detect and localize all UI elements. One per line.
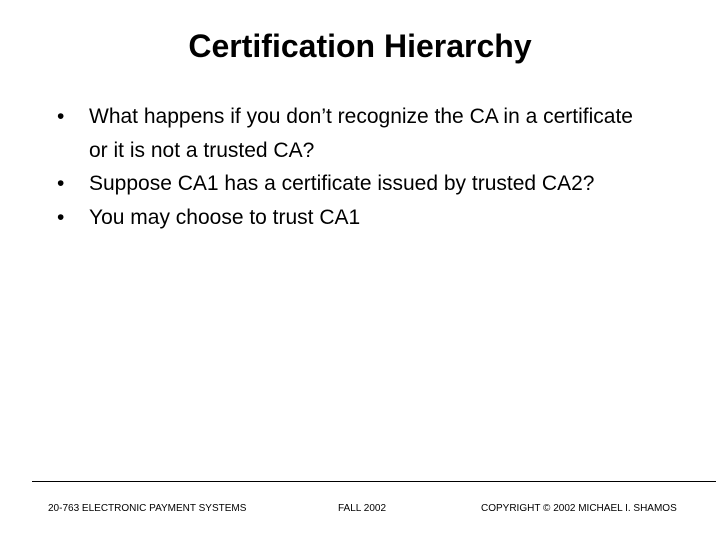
bullet-text: What happens if you don’t recognize the CA in a certificate or it is not a trusted CA? bbox=[89, 105, 633, 162]
slide-title: Certification Hierarchy bbox=[188, 28, 532, 64]
footer-term: FALL 2002 bbox=[338, 503, 387, 514]
bullet-text: Suppose CA1 has a certificate issued by trusted CA2? bbox=[89, 172, 595, 196]
bullet-marker: • bbox=[57, 172, 65, 196]
bullet-marker: • bbox=[57, 105, 65, 128]
bullet-text: You may choose to trust CA1 bbox=[89, 205, 361, 229]
bullet-item bbox=[56, 167, 656, 201]
bullet-list bbox=[56, 100, 656, 234]
footer-copyright: COPYRIGHT © 2002 MICHAEL I. SHAMOS bbox=[481, 503, 677, 514]
footer-divider bbox=[32, 481, 716, 482]
bullet-item bbox=[56, 100, 656, 167]
footer-course: 20-763 ELECTRONIC PAYMENT SYSTEMS bbox=[48, 503, 247, 514]
bullet-marker: • bbox=[57, 205, 65, 229]
bullet-item bbox=[56, 201, 656, 235]
